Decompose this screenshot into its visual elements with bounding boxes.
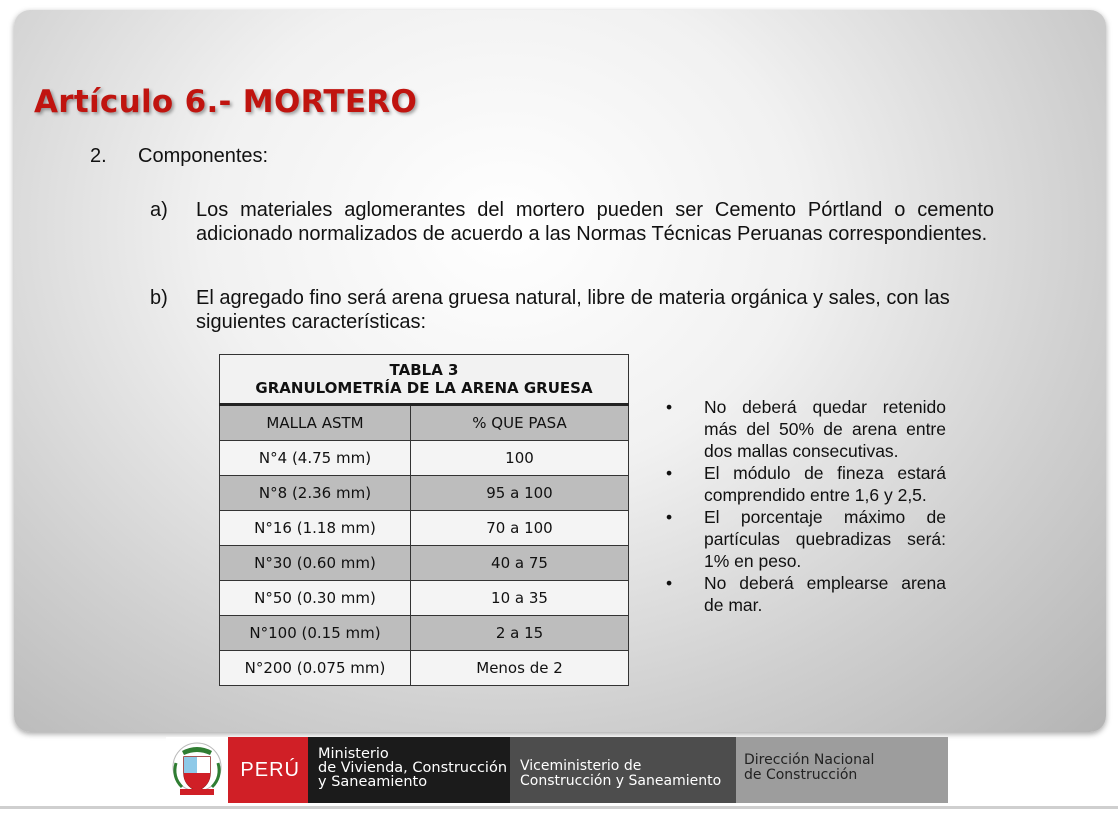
- table-cell: N°16 (1.18 mm): [220, 511, 411, 546]
- ministry-line3: y Saneamiento: [318, 774, 428, 790]
- item-b-letter: b): [150, 287, 168, 309]
- table-row: [220, 511, 629, 546]
- table-title-line1: TABLA 3: [389, 361, 459, 379]
- table-cell: N°100 (0.15 mm): [220, 616, 411, 651]
- table-cell: N°30 (0.60 mm): [220, 546, 411, 581]
- list-item-text: El porcentaje máximo de partículas quebradizas será: 1% en peso.: [704, 507, 946, 571]
- table-cell: 40 a 75: [411, 546, 629, 581]
- list-item: [664, 506, 946, 572]
- list-item: [664, 396, 946, 462]
- viceministry-block: [510, 737, 736, 803]
- table-cell: 100: [411, 441, 629, 476]
- table-row: [220, 546, 629, 581]
- dir-line1: Dirección Nacional: [744, 752, 875, 768]
- list-item-text: No deberá emplearse arena de mar.: [704, 573, 946, 615]
- list-item-text: El módulo de fineza estará comprendido entre 1,6 y 2,5.: [704, 463, 946, 505]
- ministry-line2: de Vivienda, Construcción: [318, 760, 508, 776]
- slide-title: Artículo 6.- MORTERO: [34, 84, 418, 120]
- bullet-icon: •: [666, 463, 673, 483]
- table-row: [220, 441, 629, 476]
- bottom-divider: [0, 806, 1118, 809]
- peru-label: PERÚ: [228, 737, 308, 803]
- direction-block: [736, 737, 948, 803]
- ministry-block: [308, 737, 510, 803]
- vice-line1: Viceministerio de: [520, 758, 642, 774]
- list-item: [664, 462, 946, 506]
- requirements-list: [664, 396, 946, 616]
- table-header-row: [220, 405, 629, 441]
- granulometry-table: [219, 354, 629, 686]
- table-cell: N°50 (0.30 mm): [220, 581, 411, 616]
- item-b-text: El agregado fino será arena gruesa natural, libre de materia orgánica y sales, con las siguientes características:: [196, 287, 950, 333]
- table-cell: N°4 (4.75 mm): [220, 441, 411, 476]
- ministry-line1: Ministerio: [318, 746, 389, 762]
- item-a-text: Los materiales aglomerantes del mortero pueden ser Cemento Pórtland o cemento adicionado normalizados de acuerdo a las Normas Técnicas Peruanas correspondientes.: [196, 199, 994, 245]
- bullet-icon: •: [666, 507, 673, 527]
- coat-of-arms-icon: [166, 737, 228, 803]
- table-cell: 95 a 100: [411, 476, 629, 511]
- footer-banner: [166, 737, 948, 803]
- section-number: 2.: [90, 145, 107, 167]
- list-item: [664, 572, 946, 616]
- table-cell: N°200 (0.075 mm): [220, 651, 411, 686]
- table-cell: Menos de 2: [411, 651, 629, 686]
- section-label: Componentes:: [138, 145, 269, 167]
- table-cell: 70 a 100: [411, 511, 629, 546]
- table-cell: N°8 (2.36 mm): [220, 476, 411, 511]
- list-item-text: No deberá quedar retenido más del 50% de arena entre dos mallas consecutivas.: [704, 397, 946, 461]
- item-a-letter: a): [150, 199, 168, 221]
- bullet-icon: •: [666, 397, 673, 417]
- vice-line2: Construcción y Saneamiento: [520, 773, 722, 789]
- header-pasa: % QUE PASA: [411, 405, 629, 441]
- table-title-line2: GRANULOMETRÍA DE LA ARENA GRUESA: [255, 379, 593, 397]
- table-row: [220, 616, 629, 651]
- table-row: [220, 581, 629, 616]
- table-cell: 2 a 15: [411, 616, 629, 651]
- table-row: [220, 476, 629, 511]
- header-malla: MALLA ASTM: [220, 405, 411, 441]
- table-cell: 10 a 35: [411, 581, 629, 616]
- table-row: [220, 651, 629, 686]
- peru-shield-logo: [166, 737, 228, 803]
- table-title: [220, 355, 629, 405]
- dir-line2: de Construcción: [744, 767, 858, 783]
- bullet-icon: •: [666, 573, 673, 593]
